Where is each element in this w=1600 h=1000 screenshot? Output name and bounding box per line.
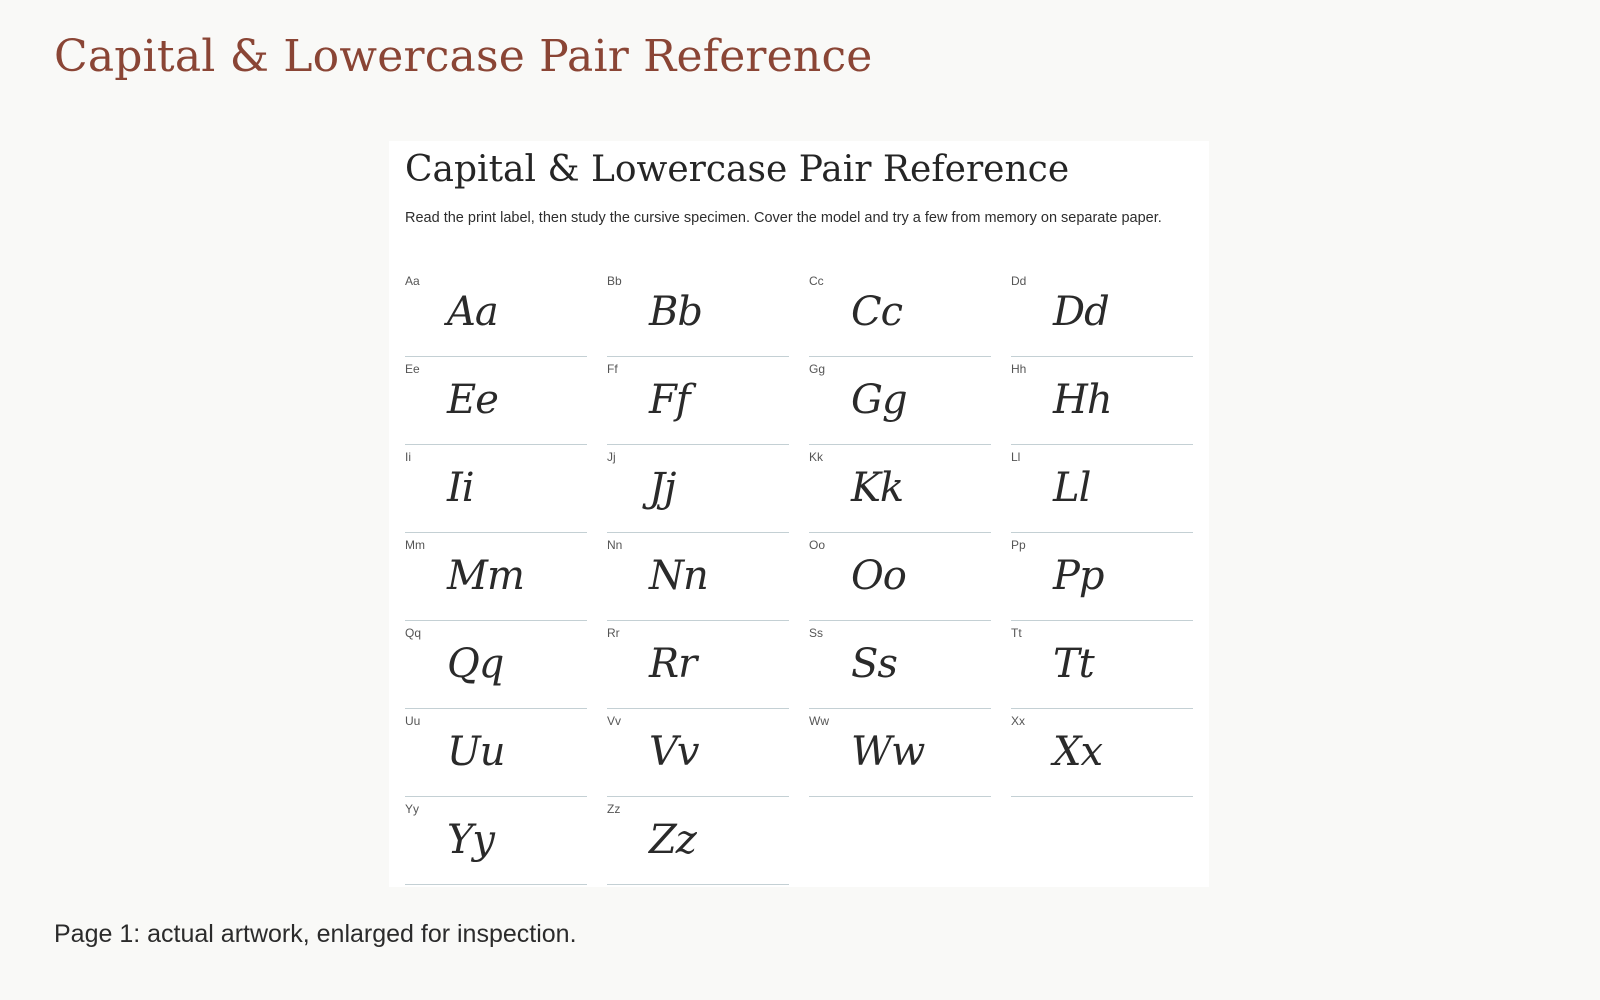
pair-cursive-specimen: Aa: [447, 289, 498, 335]
pair-print-label: Xx: [1011, 714, 1026, 728]
pair-print-label: Pp: [1011, 538, 1026, 552]
pair-cell: [809, 358, 991, 445]
pair-cell: [607, 446, 789, 533]
pair-print-label: Uu: [405, 714, 421, 728]
pair-cursive-specimen: Jj: [649, 465, 676, 511]
pair-cell: [607, 622, 789, 709]
pair-cursive-specimen: Cc: [851, 289, 903, 335]
pair-cell: [1011, 270, 1193, 357]
pair-print-label: Gg: [809, 362, 826, 376]
pair-print-label: Aa: [405, 274, 420, 288]
pair-cell: [1011, 534, 1193, 621]
pair-print-label: Jj: [607, 450, 616, 464]
pair-cursive-specimen: Ss: [851, 641, 897, 687]
pair-print-label: Ii: [405, 450, 411, 464]
pair-cell: [405, 270, 587, 357]
page-title: Capital & Lowercase Pair Reference: [54, 31, 873, 82]
pair-cell: [405, 798, 587, 885]
pair-cell: [405, 358, 587, 445]
pair-print-label: Rr: [607, 626, 620, 640]
pair-cell: [607, 710, 789, 797]
letter-pair-grid: [405, 270, 1194, 886]
pair-cursive-specimen: Hh: [1053, 377, 1112, 423]
pair-print-label: Ll: [1011, 450, 1021, 464]
pair-print-label: Qq: [405, 626, 422, 640]
pair-cursive-specimen: Uu: [447, 729, 505, 775]
pair-cell: [1011, 622, 1193, 709]
pair-cursive-specimen: Xx: [1053, 729, 1103, 775]
pair-cell: [809, 622, 991, 709]
pair-print-label: Ff: [607, 362, 618, 376]
pair-print-label: Oo: [809, 538, 826, 552]
pair-print-label: Vv: [607, 714, 622, 728]
pair-print-label: Bb: [607, 274, 622, 288]
pair-cell: [1011, 710, 1193, 797]
pair-cursive-specimen: Yy: [447, 817, 495, 863]
pair-print-label: Kk: [809, 450, 824, 464]
pair-print-label: Ss: [809, 626, 824, 640]
pair-print-label: Zz: [607, 802, 621, 816]
pair-cursive-specimen: Ee: [447, 377, 498, 423]
pair-cursive-specimen: Zz: [649, 817, 696, 863]
pair-cursive-specimen: Rr: [649, 641, 697, 687]
pair-print-label: Tt: [1011, 626, 1022, 640]
pair-cursive-specimen: Bb: [649, 289, 702, 335]
pair-cell: [1011, 358, 1193, 445]
pair-cursive-specimen: Ii: [447, 465, 474, 511]
pair-cell: [607, 798, 789, 885]
pair-cell: [607, 534, 789, 621]
pair-cell: [405, 534, 587, 621]
sheet-title: Capital & Lowercase Pair Reference: [405, 149, 1070, 190]
pair-print-label: Cc: [809, 274, 824, 288]
sheet-instructions: Read the print label, then study the cursive specimen. Cover the model and try a few from memory on separate paper.: [405, 210, 1162, 226]
pair-cursive-specimen: Oo: [851, 553, 906, 599]
pair-cell: [809, 446, 991, 533]
pair-cursive-specimen: Tt: [1053, 641, 1094, 687]
pair-cell: [607, 270, 789, 357]
pair-cursive-specimen: Pp: [1053, 553, 1104, 599]
pair-cursive-specimen: Ff: [649, 377, 690, 423]
pair-cell: [809, 270, 991, 357]
artwork-sheet: [389, 141, 1209, 887]
pair-print-label: Nn: [607, 538, 623, 552]
pair-print-label: Yy: [405, 802, 420, 816]
pair-print-label: Mm: [405, 538, 425, 552]
pair-print-label: Ee: [405, 362, 420, 376]
pair-cursive-specimen: Mm: [447, 553, 524, 599]
pair-cursive-specimen: Vv: [649, 729, 699, 775]
pair-cell: [405, 710, 587, 797]
pair-print-label: Ww: [809, 714, 829, 728]
page-caption: Page 1: actual artwork, enlarged for inspection.: [54, 920, 577, 948]
pair-cursive-specimen: Ww: [851, 729, 925, 775]
pair-cell: [405, 446, 587, 533]
pair-cursive-specimen: Qq: [447, 641, 504, 687]
pair-cell: [1011, 446, 1193, 533]
pair-cursive-specimen: Nn: [649, 553, 708, 599]
pair-cursive-specimen: Dd: [1053, 289, 1109, 335]
pair-print-label: Dd: [1011, 274, 1027, 288]
pair-print-label: Hh: [1011, 362, 1027, 376]
pair-cell: [809, 534, 991, 621]
pair-cell: [607, 358, 789, 445]
pair-cursive-specimen: Ll: [1053, 465, 1091, 511]
pair-cell: [809, 710, 991, 797]
pair-cursive-specimen: Kk: [851, 465, 904, 511]
pair-cursive-specimen: Gg: [851, 377, 907, 423]
pair-cell: [405, 622, 587, 709]
